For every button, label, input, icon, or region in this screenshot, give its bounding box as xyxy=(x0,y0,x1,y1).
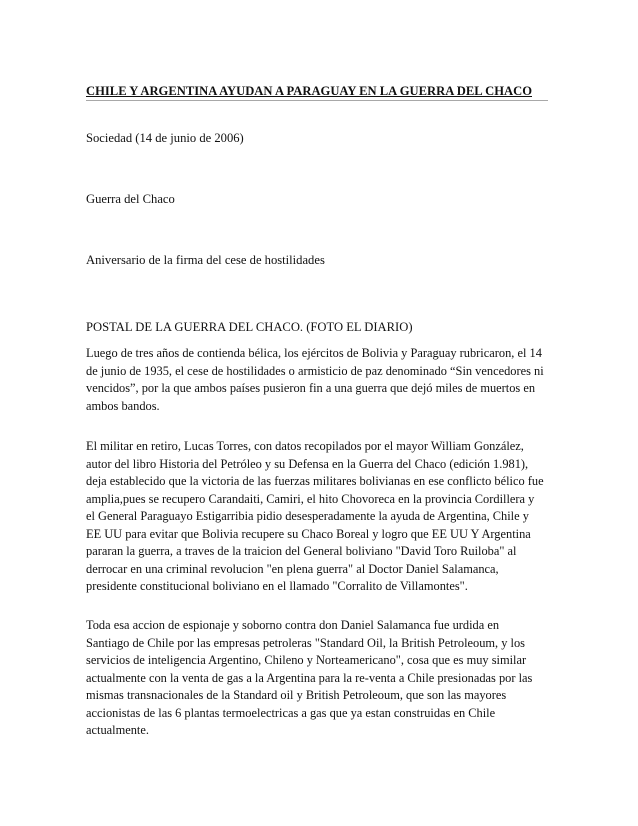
paragraph-3 xyxy=(86,617,556,740)
photo-caption: POSTAL DE LA GUERRA DEL CHACO. (FOTO EL DIARIO) xyxy=(86,320,413,334)
topic-heading: Guerra del Chaco xyxy=(86,192,175,206)
paragraph-line: mismas transnacionales de la Standard oil y British Petroleoum, que son las mayores xyxy=(86,688,507,702)
paragraph-line: Santiago de Chile por las empresas petroleras "Standard Oil, la British Petroleoum, y los xyxy=(86,635,525,650)
paragraph-line: accionistas de las 6 plantas termoelectricas a gas que ya estan construidas en Chile xyxy=(86,705,496,720)
paragraph-line: servicios de inteligencia Argentino, Chileno y Norteamericano", cosa que es muy similar xyxy=(86,653,527,667)
paragraph-line: EE UU para evitar que Bolivia recupere su Chaco Boreal y logro que EE UU Y Argentina xyxy=(86,526,531,541)
paragraph-line: de junio de 1935, el cese de hostilidades o armisticio de paz denominado “Sin vencedores ni xyxy=(86,363,544,378)
paragraph-line: deja establecido que la victoria de las fuerzas militares bolivianas en ese conflicto bélico fue xyxy=(86,474,544,488)
subtitle: Aniversario de la firma del cese de hostilidades xyxy=(86,253,325,267)
paragraph-line: Luego de tres años de contienda bélica, los ejércitos de Bolivia y Paraguay rubricaron, el 14 xyxy=(86,346,542,360)
paragraph-2 xyxy=(86,438,556,596)
paragraph-line: amplia,pues se recupero Carandaiti, Camiri, el hito Chovoreca en la provincia Cordillera y xyxy=(86,491,535,506)
paragraph-line: Toda esa accion de espionaje y soborno contra don Daniel Salamanca fue urdida en xyxy=(86,618,500,632)
paragraph-line: El militar en retiro, Lucas Torres, con datos recopilados por el mayor William González, xyxy=(86,439,524,453)
paragraph-line: actualmente. xyxy=(86,723,149,737)
section-date: Sociedad (14 de junio de 2006) xyxy=(86,131,244,145)
paragraph-line: ambos bandos. xyxy=(86,398,160,413)
paragraph-line: pararan la guerra, a traves de la traicion del General boliviano "David Toro Ruiloba" al xyxy=(86,544,517,558)
document-title: CHILE Y ARGENTINA AYUDAN A PARAGUAY EN LA GUERRA DEL CHACO xyxy=(86,84,532,98)
paragraph-line: actualmente con la venta de gas a la Argentina para la re-venta a Chile presionadas por las xyxy=(86,670,533,685)
paragraph-line: vencidos”, por la que ambos países pusieron fin a una guerra que dejó miles de muertos en xyxy=(86,381,536,395)
title-divider xyxy=(86,100,548,101)
paragraph-line: presidente constitucional boliviano en el llamado "Corralito de Villamontes". xyxy=(86,579,468,593)
paragraph-line: derrocar en una criminal revolucion "en plena guerra" al Doctor Daniel Salamanca, xyxy=(86,561,499,576)
paragraph-line: autor del libro Historia del Petróleo y su Defensa en la Guerra del Chaco (edición 1.981), xyxy=(86,456,529,471)
paragraph-line: el General Paraguayo Estigarribia pidio desesperadamente la ayuda de Argentina, Chile y xyxy=(86,509,529,523)
paragraph-1 xyxy=(86,345,556,415)
